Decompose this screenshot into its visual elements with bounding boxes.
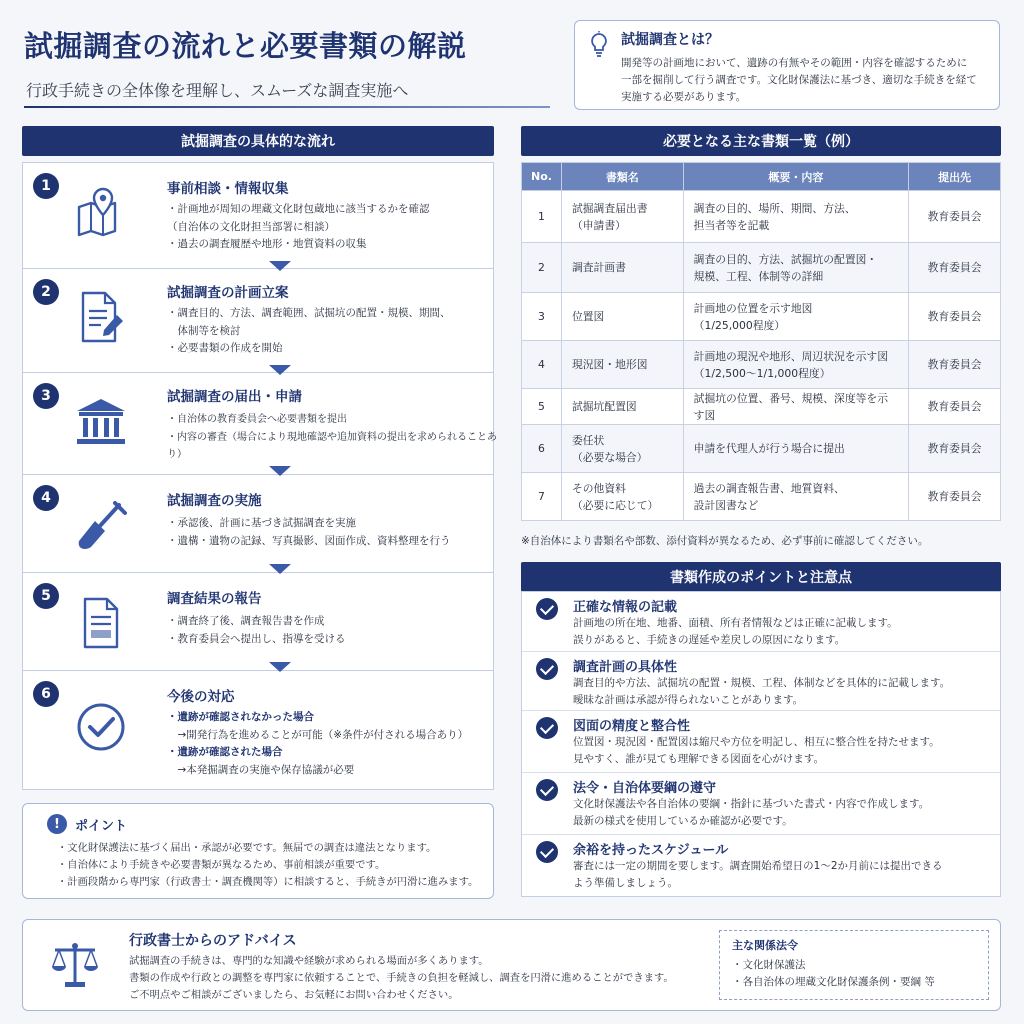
flow-step-1 xyxy=(23,163,493,269)
step-number: 2 xyxy=(33,279,59,305)
cell-summary: 計画地の位置を示す地図 （1/25,000程度） xyxy=(683,293,909,341)
info-text: 開発等の計画地において、遺跡の有無やその範囲・内容を確認するために 一部を掘削して行う調査です。文化財保護法に基づき、適切な手続きを経て 実施する必要があります。 xyxy=(621,57,977,103)
lightbulb-icon xyxy=(587,31,611,59)
step-number: 3 xyxy=(33,383,59,409)
cell-no: 7 xyxy=(522,473,562,521)
related-law-item: ・文化財保護法 xyxy=(732,959,806,971)
cell-summary: 過去の調査報告書、地質資料、 設計図書など xyxy=(683,473,909,521)
tip-text: 文化財保護法や各自治体の要綱・指針に基づいた書式・内容で作成します。 最新の様式を使用しているか確認が必要です。 xyxy=(573,798,930,827)
tip-text: 調査目的や方法、試掘坑の配置・規模、工程、体制などを具体的に記載します。 曖昧な計画は承認が得られないことがあります。 xyxy=(573,677,951,706)
tip-title: 余裕を持ったスケジュール xyxy=(573,843,729,858)
cell-destination: 教育委員会 xyxy=(909,341,1001,389)
tip-title: 調査計画の具体性 xyxy=(573,660,678,675)
step-title: 試掘調査の届出・申請 xyxy=(167,389,302,405)
column-header: 提出先 xyxy=(909,163,1001,191)
flow-step-5 xyxy=(23,573,493,671)
cell-no: 6 xyxy=(522,425,562,473)
check-icon xyxy=(536,598,558,620)
cell-doc-name: 委任状 （必要な場合） xyxy=(561,425,683,473)
table-row xyxy=(522,341,1001,389)
flow-step-4 xyxy=(23,475,493,573)
page-title: 試掘調査の流れと必要書類の解説 xyxy=(24,29,467,63)
tip-title: 法令・自治体要綱の遵守 xyxy=(573,781,717,796)
step-body: ・自治体の教育委員会へ必要書類を提出 ・内容の審査（場合により現地確認や追加資料の提出を求められることあり） xyxy=(167,414,497,460)
document-edit-icon xyxy=(73,289,129,345)
table-row xyxy=(522,293,1001,341)
tips-panel xyxy=(521,591,1001,897)
government-building-icon xyxy=(73,393,129,449)
cell-destination: 教育委員会 xyxy=(909,293,1001,341)
flow-panel xyxy=(22,162,497,790)
check-icon xyxy=(536,841,558,863)
flow-step-6 xyxy=(23,671,493,789)
step-number: 6 xyxy=(33,681,59,707)
check-icon xyxy=(536,658,558,680)
related-laws-title: 主な関係法令 xyxy=(732,939,798,952)
advice-text: 試掘調査の手続きは、専門的な知識や経験が求められる場面が多くあります。 書類の作成や行政との調整を専門家に依頼することで、手続きの負担を軽減し、調査を円滑に進めることができます。 ご不明点やご相談がございましたら、お気軽にお問い合わせください。 xyxy=(129,955,674,1001)
info-title: 試掘調査とは？ xyxy=(621,32,719,48)
cell-summary: 調査の目的、場所、期間、方法、 担当者等を記載 xyxy=(683,191,909,243)
table-note: ※自治体により書類名や部数、添付資料が異なるため、必ず事前に確認してください。 xyxy=(521,535,929,547)
step-title: 試掘調査の実施 xyxy=(167,493,262,509)
map-pin-icon xyxy=(73,185,129,241)
cell-doc-name: 試掘調査届出書 （申請書） xyxy=(561,191,683,243)
cell-no: 5 xyxy=(522,389,562,425)
step-title: 今後の対応 xyxy=(167,689,235,705)
cell-doc-name: 位置図 xyxy=(561,293,683,341)
advice-title: 行政書士からのアドバイス xyxy=(129,933,297,949)
step-title: 調査結果の報告 xyxy=(167,591,262,607)
step-number: 1 xyxy=(33,173,59,199)
column-header: 概要・内容 xyxy=(683,163,909,191)
flow-step-3 xyxy=(23,373,497,475)
table-row xyxy=(522,473,1001,521)
point-box xyxy=(22,803,494,899)
point-text: ・文化財保護法に基づく届出・承認が必要です。無届での調査は違法となります。 ・自治体により手続きや必要書類が異なるため、事前相談が重要です。 ・計画段階から専門家（行政書士・調査機関等）に相談すると、手続きが円滑に進みます。 xyxy=(57,842,479,888)
documents-table xyxy=(521,162,1001,521)
step-title: 事前相談・情報収集 xyxy=(167,181,289,197)
cell-summary: 申請を代理人が行う場合に提出 xyxy=(683,425,909,473)
check-circle-icon xyxy=(73,699,129,755)
cell-doc-name: 試掘坑配置図 xyxy=(561,389,683,425)
advice-box xyxy=(22,919,1001,1011)
cell-destination: 教育委員会 xyxy=(909,243,1001,293)
related-law-item: ・各自治体の埋蔵文化財保護条例・要綱 等 xyxy=(732,976,935,988)
shovel-icon xyxy=(73,497,129,553)
tip-item xyxy=(522,835,1000,896)
tip-item xyxy=(522,773,1000,835)
documents-heading: 必要となる主な書類一覧（例） xyxy=(521,126,1001,156)
cell-doc-name: その他資料 （必要に応じて） xyxy=(561,473,683,521)
table-row xyxy=(522,191,1001,243)
column-header: No. xyxy=(522,163,562,191)
point-heading xyxy=(47,814,479,834)
report-document-icon xyxy=(73,595,129,651)
info-box xyxy=(574,20,1000,110)
check-icon xyxy=(536,717,558,739)
cell-summary: 調査の目的、方法、試掘坑の配置図・ 規模、工程、体制等の詳細 xyxy=(683,243,909,293)
tip-text: 計画地の所在地、地番、面積、所有者情報などは正確に記載します。 誤りがあると、手続きの遅延や差戻しの原因になります。 xyxy=(573,617,898,646)
step-body: ・計画地が周知の埋蔵文化財包蔵地に該当するかを確認 （自治体の文化財担当部署に相談） ・過去の調査履歴や地形・地質資料の収集 xyxy=(167,203,430,250)
tip-title: 正確な情報の記載 xyxy=(573,600,678,615)
tip-item xyxy=(522,592,1000,652)
step-body: ・遺跡が確認されなかった場合 →開発行為を進めることが可能（※条件が付される場合あり） ・遺跡が確認された場合 →本発掘調査の実施や保存協議が必要 xyxy=(167,711,469,776)
exclamation-icon: ! xyxy=(47,814,67,834)
page-subtitle: 行政手続きの全体像を理解し、スムーズな調査実施へ xyxy=(26,81,409,100)
tip-text: 審査には一定の期間を要します。調査開始希望日の1～2か月前には提出できる よう準備しましょう。 xyxy=(573,860,943,889)
flow-step-2 xyxy=(23,269,493,373)
tip-item xyxy=(522,652,1000,711)
tip-item xyxy=(522,711,1000,773)
table-header-row xyxy=(522,163,1001,191)
tips-heading: 書類作成のポイントと注意点 xyxy=(521,562,1001,592)
title-divider xyxy=(24,106,550,108)
step-number: 4 xyxy=(33,485,59,511)
column-header: 書類名 xyxy=(561,163,683,191)
cell-summary: 計画地の現況や地形、周辺状況を示す図 （1/2,500～1/1,000程度） xyxy=(683,341,909,389)
cell-summary: 試掘坑の位置、番号、規模、深度等を示す図 xyxy=(683,389,909,425)
tip-text: 位置図・現況図・配置図は縮尺や方位を明記し、相互に整合性を持たせます。 見やすく、誰が見ても理解できる図面を心がけます。 xyxy=(573,736,940,765)
check-icon xyxy=(536,779,558,801)
cell-destination: 教育委員会 xyxy=(909,389,1001,425)
table-row xyxy=(522,389,1001,425)
cell-doc-name: 現況図・地形図 xyxy=(561,341,683,389)
cell-doc-name: 調査計画書 xyxy=(561,243,683,293)
table-row xyxy=(522,243,1001,293)
step-body: ・調査目的、方法、調査範囲、試掘坑の配置・規模、期間、 体制等を検討 ・必要書類の作成を開始 xyxy=(167,307,451,354)
step-title: 試掘調査の計画立案 xyxy=(167,285,289,301)
point-title: ポイント xyxy=(75,818,128,834)
cell-destination: 教育委員会 xyxy=(909,473,1001,521)
table-row xyxy=(522,425,1001,473)
scales-icon xyxy=(49,938,101,990)
related-laws-box xyxy=(719,930,989,1000)
cell-no: 4 xyxy=(522,341,562,389)
cell-no: 3 xyxy=(522,293,562,341)
cell-destination: 教育委員会 xyxy=(909,425,1001,473)
cell-destination: 教育委員会 xyxy=(909,191,1001,243)
cell-no: 2 xyxy=(522,243,562,293)
step-body: ・調査終了後、調査報告書を作成 ・教育委員会へ提出し、指導を受ける xyxy=(167,615,346,645)
tip-title: 図面の精度と整合性 xyxy=(573,719,691,734)
step-body: ・承認後、計画に基づき試掘調査を実施 ・遺構・遺物の記録、写真撮影、図面作成、資料整理を行う xyxy=(167,517,451,547)
cell-no: 1 xyxy=(522,191,562,243)
flow-heading: 試掘調査の具体的な流れ xyxy=(22,126,494,156)
step-number: 5 xyxy=(33,583,59,609)
